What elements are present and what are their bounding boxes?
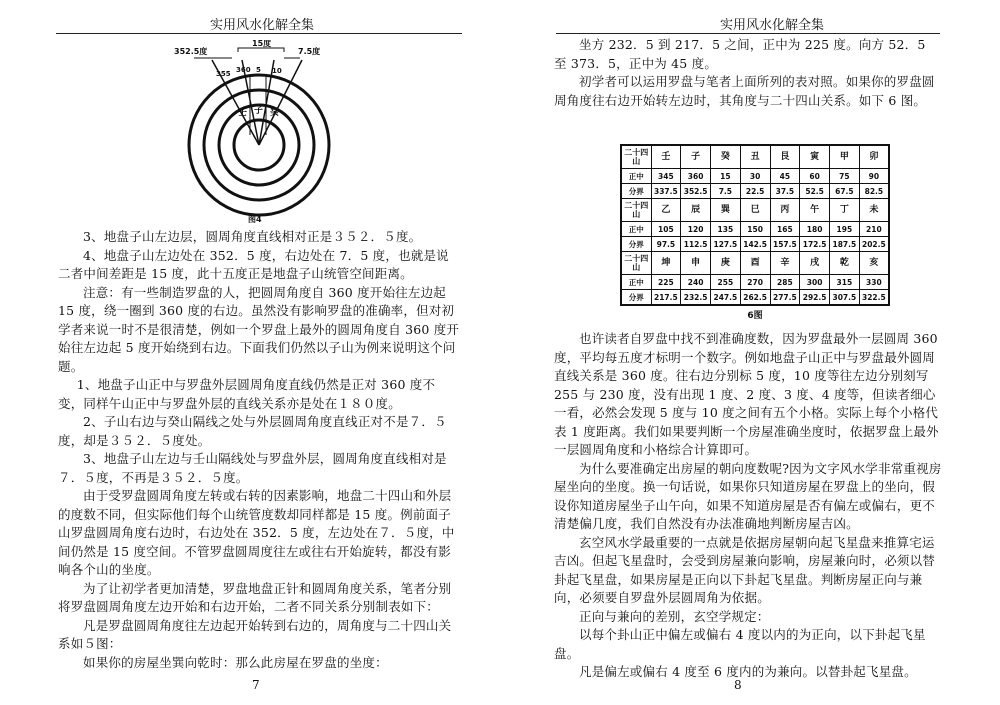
table-cell: 127.5 <box>711 237 741 252</box>
table-caption: 6图 <box>747 311 763 321</box>
table-cell: 210 <box>859 222 889 237</box>
table-cell: 315 <box>830 275 860 290</box>
table-cell: 巳 <box>740 199 770 222</box>
table-row <box>621 237 889 252</box>
label-15: 15度 <box>252 40 272 48</box>
table-cell: 丑 <box>740 145 770 169</box>
table-cell: 未 <box>859 199 889 222</box>
table-cell: 255 <box>711 275 741 290</box>
right-page <box>500 0 1000 705</box>
table-cell: 寅 <box>800 145 830 169</box>
table-cell: 酉 <box>740 252 770 275</box>
table-cell: 坤 <box>651 252 681 275</box>
ring-label: 355 <box>216 70 231 78</box>
page-number: 7 <box>252 678 260 692</box>
paragraph: 玄空风水学最重要的一点就是依据房屋朝向起飞星盘来推算宅运吉凶。但起飞星盘时，会受到房屋兼向影响，房屋兼向时，必须以替卦起飞星盘，如果房屋是正向以下卦起飞星盘。判断房屋正向与兼向，必须要自罗盘外层圆周角为依据。 <box>554 534 936 605</box>
table-cell: 82.5 <box>859 184 889 199</box>
row-header: 二十四山 <box>621 199 651 222</box>
table-cell: 52.5 <box>800 184 830 199</box>
paragraph: 以每个卦山正中偏左或偏右 4 度以内的为正向，以下卦起飞星盘。 <box>554 627 926 661</box>
ring-label: 10 <box>272 67 282 75</box>
row-header: 分界 <box>621 290 651 306</box>
table-cell: 戌 <box>800 252 830 275</box>
table-cell: 巽 <box>711 199 741 222</box>
table-cell: 202.5 <box>859 237 889 252</box>
table-cell: 7.5 <box>711 184 741 199</box>
compass-ring-diagram <box>172 40 347 225</box>
paragraph: 为了让初学者更加清楚，罗盘地盘正针和圆周角度关系，笔者分别将罗盘圆周角度左边开始和右边开始，二者不同关系分别制表如下： <box>58 580 452 614</box>
table-cell: 丁 <box>830 199 860 222</box>
table-cell: 285 <box>770 275 800 290</box>
table-cell: 187.5 <box>830 237 860 252</box>
table-row <box>621 290 889 306</box>
table-row <box>621 199 889 222</box>
row-header: 二十四山 <box>621 252 651 275</box>
paragraph: 凡是罗盘圆周角度往左边起开始转到右边的，周角度与二十四山关系如５图： <box>58 617 452 651</box>
mountain-degree-table <box>620 144 890 306</box>
table-cell: 195 <box>830 222 860 237</box>
mountain-degree-table-figure <box>620 144 890 321</box>
table-cell: 247.5 <box>711 290 741 306</box>
paragraph: 也许读者自罗盘中找不到准确度数，因为罗盘最外一层圆周 360 度，平均每五度才标明一个数字。例如地盘子山正中与罗盘最外圆周直线关系是 360 度。往右边分别标 5 度，10 度等往左边分别刻写 255 与 230 度，没有出现 1 度、2 度、3 度、4 度等，但读者细心一看，必然会发现 5 度与 10 度之间有五个小格。实际上每个小格代表 1 度距离。我们如果要判断一个房屋准确坐度时，依据罗盘上最外一层圆周角度和小格综合计算即可。 <box>554 331 939 457</box>
table-cell: 270 <box>740 275 770 290</box>
table-cell: 307.5 <box>830 290 860 306</box>
table-cell: 300 <box>800 275 830 290</box>
table-cell: 90 <box>859 169 889 184</box>
table-cell: 172.5 <box>800 237 830 252</box>
table-cell: 360 <box>681 169 711 184</box>
table-cell: 180 <box>800 222 830 237</box>
paragraph: 初学者可以运用罗盘与笔者上面所列的表对照。如果你的罗盘圆周角度往右边开始转左边时，其角度与二十四山关系。如下 6 图。 <box>554 74 935 108</box>
table-cell: 157.5 <box>770 237 800 252</box>
paragraph: 3、地盘子山左边层，圆周角度直线相对正是３５２．５度。 <box>83 229 422 244</box>
table-cell: 辰 <box>681 199 711 222</box>
table-row <box>621 275 889 290</box>
page-header: 实用风水化解全集 <box>720 18 825 33</box>
paragraph: 3、地盘子山左边与壬山隔线处与罗盘外层，圆周角度直线相对是７．５度，不再是３５２．５度。 <box>58 451 447 485</box>
row-header: 分界 <box>621 184 651 199</box>
table-cell: 112.5 <box>681 237 711 252</box>
ring-label: 360 <box>236 66 251 74</box>
header-rule <box>556 33 940 34</box>
table-cell: 232.5 <box>681 290 711 306</box>
body-text <box>58 228 460 672</box>
table-cell: 庚 <box>711 252 741 275</box>
row-header: 分界 <box>621 237 651 252</box>
figure-caption: 图4 <box>248 215 262 224</box>
table-cell: 225 <box>651 275 681 290</box>
table-cell: 330 <box>859 275 889 290</box>
table-cell: 乾 <box>830 252 860 275</box>
header-rule <box>56 33 462 34</box>
table-cell: 217.5 <box>651 290 681 306</box>
table-cell: 105 <box>651 222 681 237</box>
table-cell: 337.5 <box>651 184 681 199</box>
table-cell: 262.5 <box>740 290 770 306</box>
table-cell: 60 <box>800 169 830 184</box>
table-cell: 亥 <box>859 252 889 275</box>
table-cell: 癸 <box>711 145 741 169</box>
table-cell: 120 <box>681 222 711 237</box>
row-header: 二十四山 <box>621 145 651 169</box>
mountain-label: 子 <box>254 106 264 116</box>
table-cell: 75 <box>830 169 860 184</box>
paragraph: 1、地盘子山正中与罗盘外层圆周角度直线仍然是正对 360 度不变，同样午山正中与罗盘外层的直线关系亦是处在１８０度。 <box>58 377 436 411</box>
table-row <box>621 169 889 184</box>
table-row <box>621 145 889 169</box>
table-cell: 22.5 <box>740 184 770 199</box>
table-cell: 乙 <box>651 199 681 222</box>
table-cell: 240 <box>681 275 711 290</box>
table-cell: 15 <box>711 169 741 184</box>
page-header: 实用风水化解全集 <box>210 18 315 33</box>
table-cell: 子 <box>681 145 711 169</box>
table-cell: 甲 <box>830 145 860 169</box>
page-number: 8 <box>734 678 742 692</box>
body-text <box>554 330 942 682</box>
table-cell: 30 <box>740 169 770 184</box>
table-cell: 135 <box>711 222 741 237</box>
top-text <box>554 36 942 110</box>
table-cell: 352.5 <box>681 184 711 199</box>
table-row <box>621 252 889 275</box>
table-cell: 丙 <box>770 199 800 222</box>
paragraph: 2、子山右边与癸山隔线之处与外层圆周角度直线正对不是７．５度，却是３５２．５度处。 <box>58 414 447 448</box>
row-header: 正中 <box>621 169 651 184</box>
table-cell: 卯 <box>859 145 889 169</box>
table-cell: 150 <box>740 222 770 237</box>
table-cell: 申 <box>681 252 711 275</box>
table-cell: 37.5 <box>770 184 800 199</box>
label-7: 7.5度 <box>298 47 321 56</box>
paragraph: 如果你的房屋坐巽向乾时：那么此房屋在罗盘的坐度： <box>83 654 388 670</box>
paragraph: 注意：有一些制造罗盘的人，把圆周角度自 360 度开始往左边起 15 度，绕一圈到 360 度的右边。虽然没有影响罗盘的准确率，但对初学者来说一时不是很清楚，例如一个罗盘上最外的圆周角度自 360 度开始往左边起 5 度开始绕到右边。下面我们仍然以子山为例来说明这个问题。 <box>58 284 460 374</box>
paragraph: 4、地盘子山左边处在 352．5 度，右边处在 7．5 度，也就是说二者中间差距是 15 度，此十五度正是地盘子山统管空间距离。 <box>58 247 449 281</box>
table-cell: 292.5 <box>800 290 830 306</box>
label-352: 352.5度 <box>174 47 208 56</box>
paragraph: 正向与兼向的差别，玄空学规定： <box>579 608 770 624</box>
ring-label: 5 <box>256 66 261 74</box>
table-cell: 277.5 <box>770 290 800 306</box>
table-cell: 97.5 <box>651 237 681 252</box>
mountain-label: 壬 <box>238 108 248 118</box>
table-cell: 艮 <box>770 145 800 169</box>
table-cell: 辛 <box>770 252 800 275</box>
table-cell: 142.5 <box>740 237 770 252</box>
row-header: 正中 <box>621 275 651 290</box>
table-cell: 午 <box>800 199 830 222</box>
paragraph: 由于受罗盘圆周角度左转或右转的因素影响，地盘二十四山和外层的度数不同，但实际他们每个山统管度数却同样都是 15 度。例前面子山罗盘圆周角度右边时，右边处在 352．5 度，左边处在７．５度，中间仍然是 15 度空间。不管罗盘圆周度往左或往右开始旋转，都没有影响各个山的坐度。 <box>58 488 455 577</box>
table-cell: 165 <box>770 222 800 237</box>
row-header: 正中 <box>621 222 651 237</box>
table-cell: 45 <box>770 169 800 184</box>
table-cell: 322.5 <box>859 290 889 306</box>
bracket-15 <box>238 48 284 52</box>
paragraph: 凡是偏左或偏右 4 度至 6 度内的为兼向。以替卦起飞星盘。 <box>579 664 917 679</box>
paragraph: 为什么要准确定出房屋的朝向度数呢?因为文字风水学非常重视房屋坐向的坐度。换一句话说，如果你只知道房屋在罗盘上的坐向，假设你知道房屋坐子山午向，如果不知道房屋是否有偏左或偏右，更不清楚偏几度，我们自然没有办法准确地判断房屋吉凶。 <box>554 460 942 531</box>
table-cell: 345 <box>651 169 681 184</box>
table-cell: 67.5 <box>830 184 860 199</box>
paragraph: 坐方 232．5 到 217．5 之间，正中为 225 度。向方 52．5 至 373．5，正中为 45 度。 <box>554 37 926 71</box>
table-cell: 壬 <box>651 145 681 169</box>
mountain-label: 癸 <box>270 108 280 118</box>
table-row <box>621 184 889 199</box>
table-row <box>621 222 889 237</box>
